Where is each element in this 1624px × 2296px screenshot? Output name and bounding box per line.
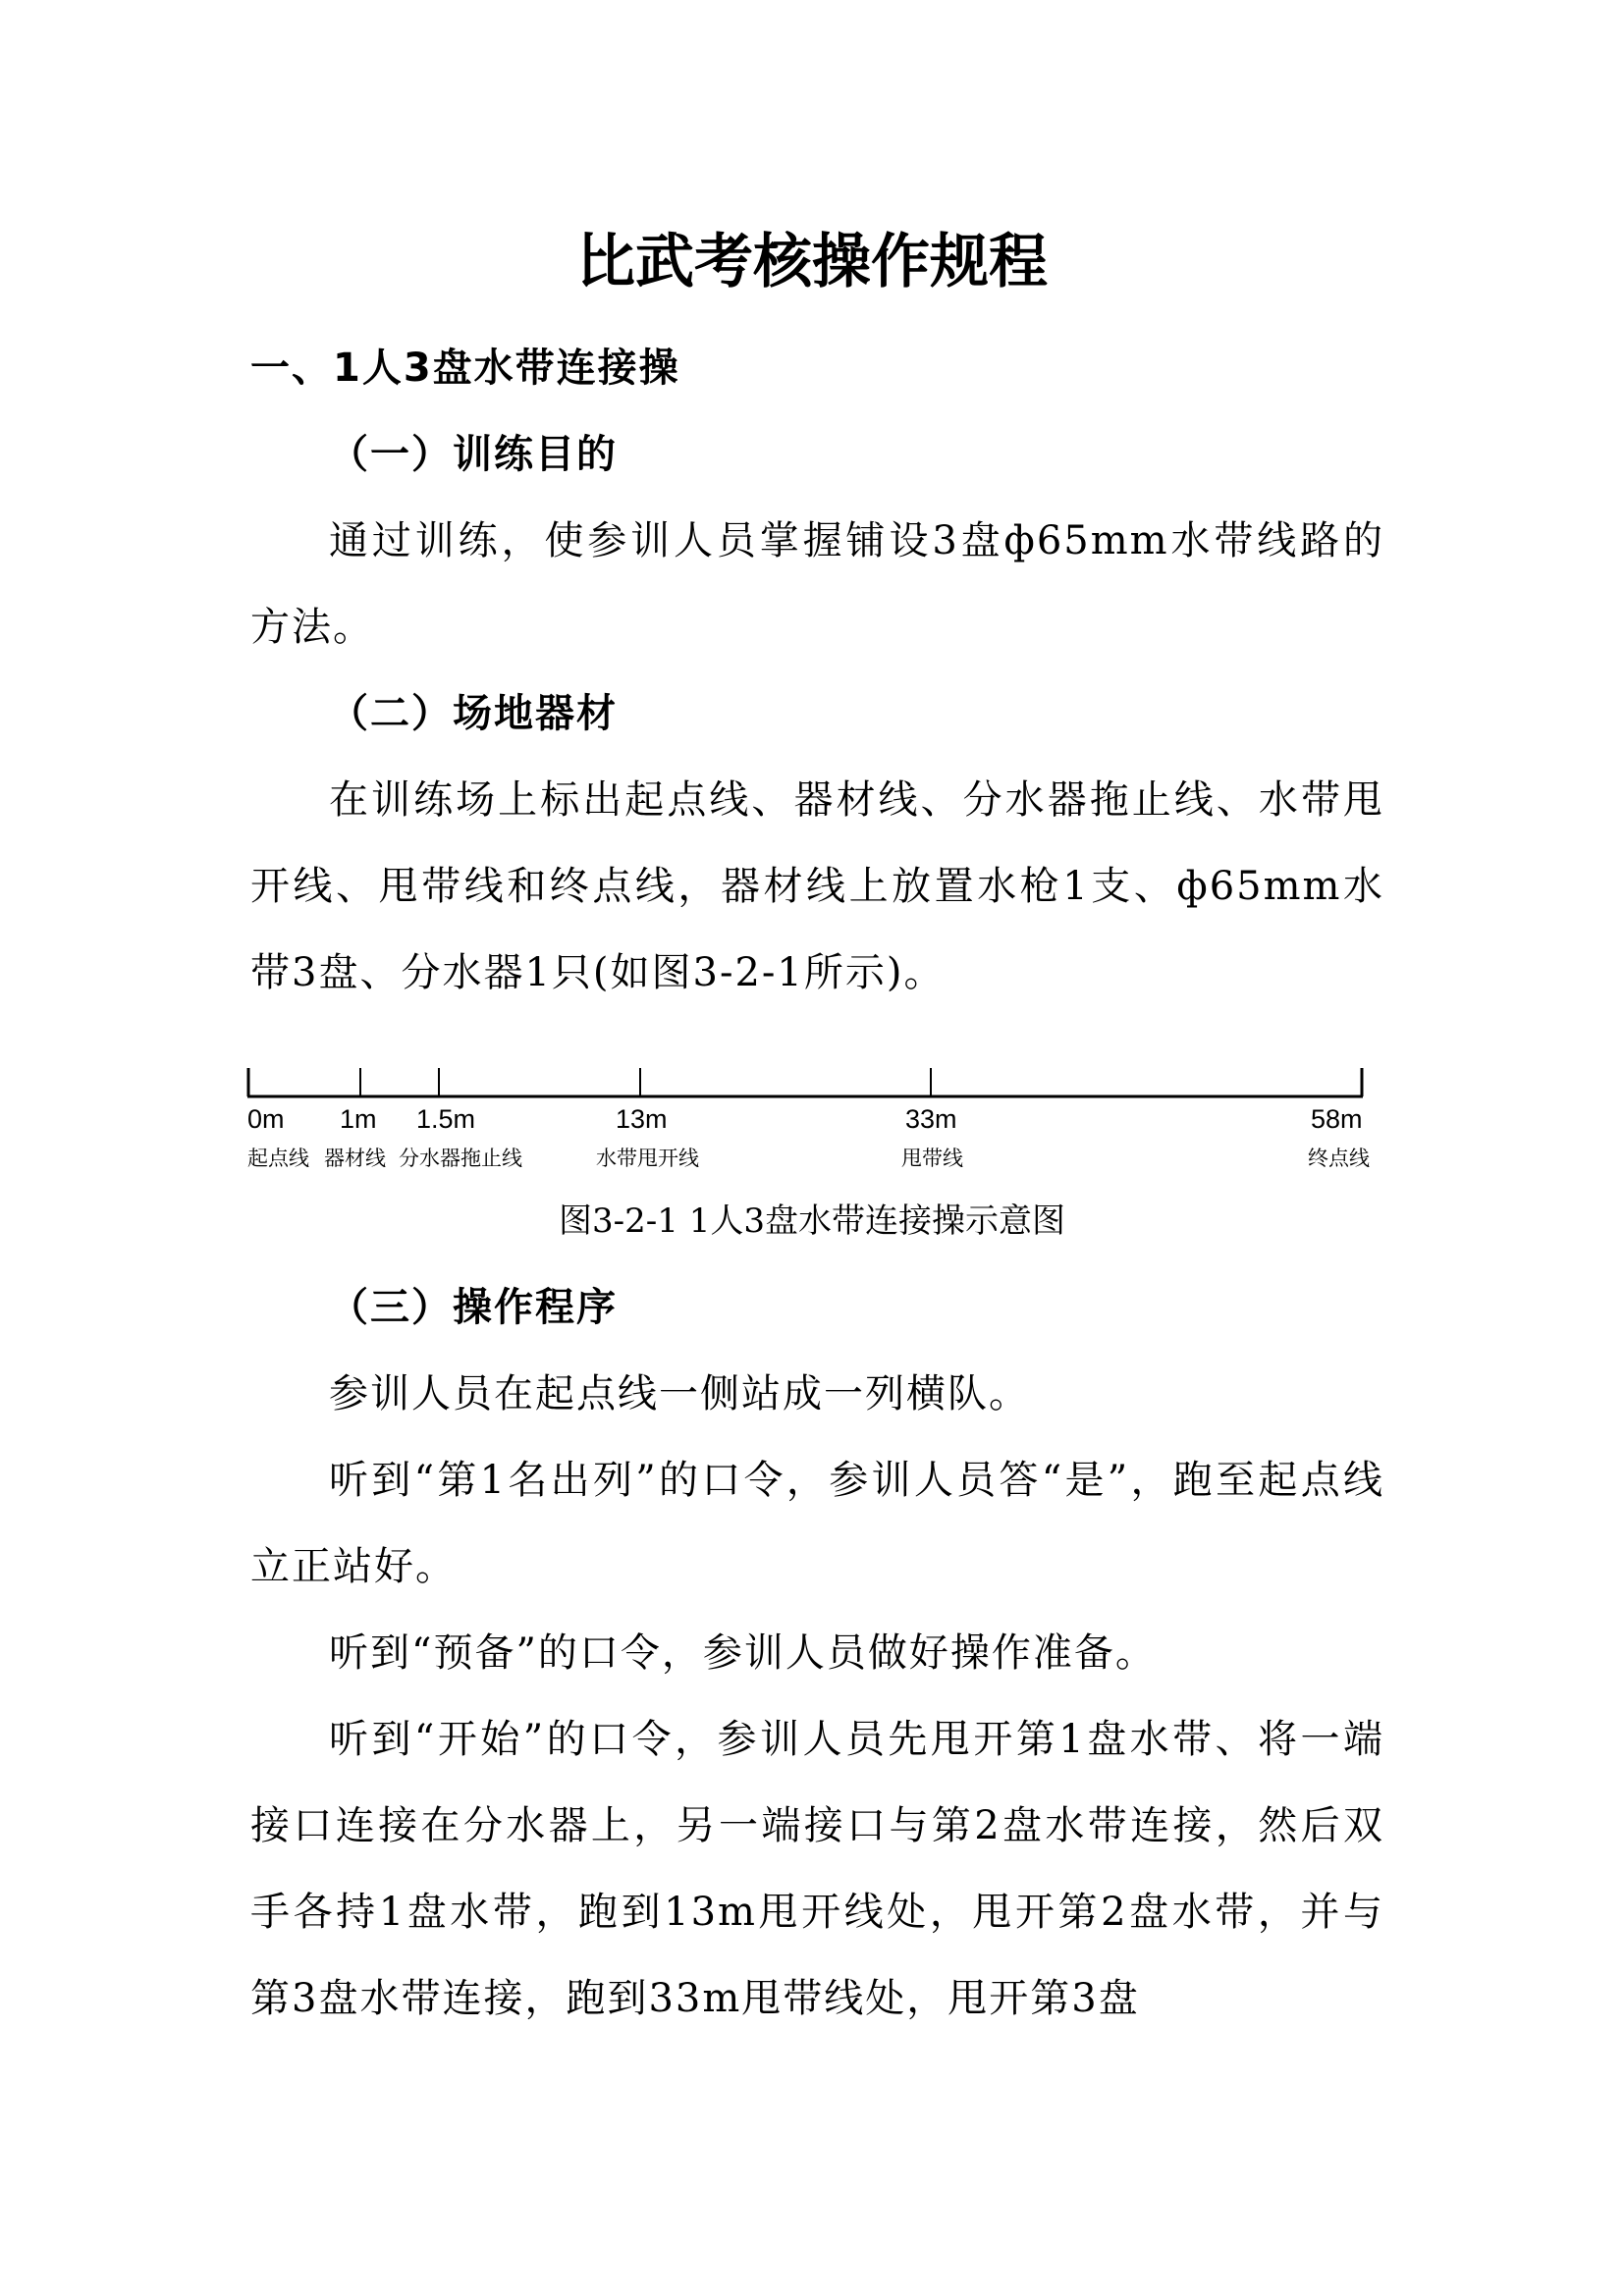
figure-caption: 图3-2-1 1人3盘水带连接操示意图 — [559, 1201, 1065, 1241]
mark-label: 分水器拖止线 — [399, 1147, 522, 1170]
procedure-paragraph: 听到“第1名出列”的口令，参训人员答“是”，跑至起点线立正站好。 — [250, 1458, 1384, 1589]
mark-label: 水带甩开线 — [596, 1147, 699, 1170]
procedure-paragraph: 参训人员在起点线一侧站成一列横队。 — [329, 1371, 1030, 1416]
training-field-diagram — [0, 1016, 1624, 1178]
mark-distance: 33m — [905, 1104, 957, 1134]
document-title: 比武考核操作规程 — [576, 228, 1048, 296]
subsection-heading-purpose: （一）训练目的 — [329, 432, 618, 477]
subsection-heading-equipment: （二）场地器材 — [329, 691, 618, 736]
section-heading: 一、1人3盘水带连接操 — [250, 346, 680, 391]
subsection-heading-procedure: （三）操作程序 — [329, 1285, 618, 1330]
purpose-paragraph: 通过训练，使参训人员掌握铺设3盘ф65mm水带线路的方法。 — [250, 518, 1384, 650]
mark-distance: 1.5m — [416, 1104, 476, 1134]
mark-distance: 1m — [340, 1104, 377, 1134]
mark-distance: 0m — [247, 1104, 285, 1134]
mark-label: 起点线 — [247, 1147, 309, 1170]
mark-distance: 58m — [1311, 1104, 1363, 1134]
procedure-paragraph: 听到“预备”的口令，参训人员做好操作准备。 — [329, 1630, 1157, 1676]
diagram-lines — [0, 1016, 1624, 1178]
mark-label: 终点线 — [1308, 1147, 1370, 1170]
equipment-paragraph: 在训练场上标出起点线、器材线、分水器拖止线、水带甩开线、甩带线和终点线，器材线上放置水枪1支、ф65mm水带3盘、分水器1只(如图3-2-1所示)。 — [250, 777, 1384, 995]
mark-distance: 13m — [616, 1104, 668, 1134]
procedure-paragraph: 听到“开始”的口令，参训人员先甩开第1盘水带、将一端接口连接在分水器上，另一端接口与第2盘水带连接，然后双手各持1盘水带，跑到13m甩开线处，甩开第2盘水带，并与第3盘水带连接，跑到33m甩带线处，甩开第3盘 — [250, 1717, 1384, 2021]
mark-label: 器材线 — [324, 1147, 386, 1170]
mark-label: 甩带线 — [901, 1147, 963, 1170]
